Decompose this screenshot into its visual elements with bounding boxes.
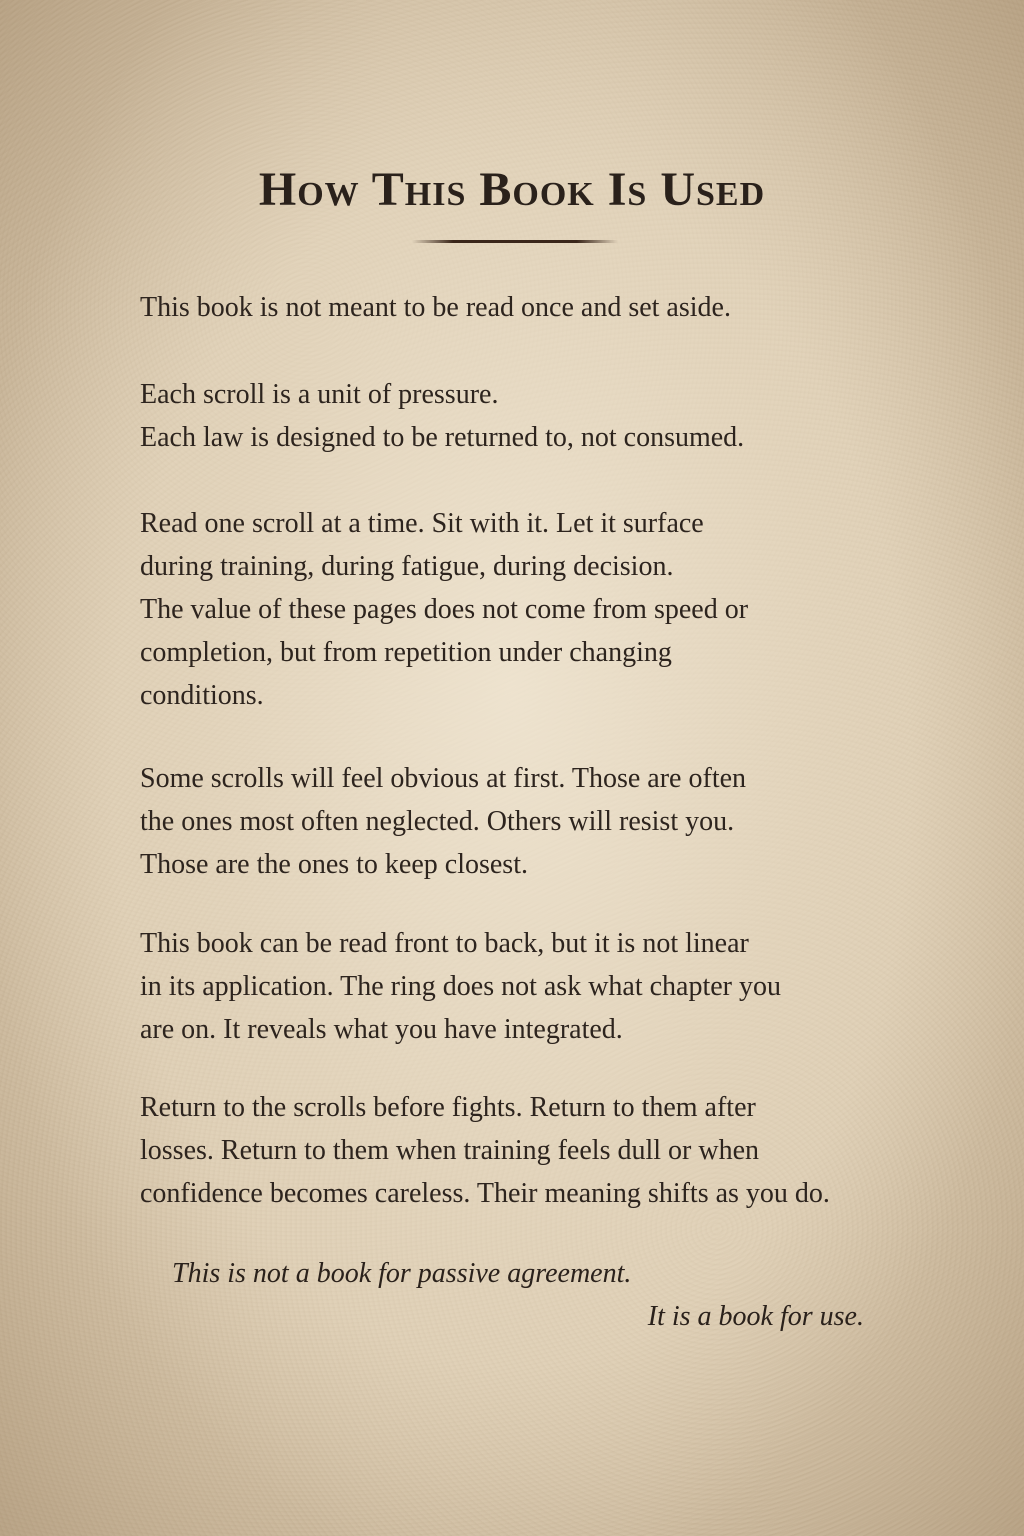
text-line: Each law is designed to be returned to, not consumed. <box>140 422 745 453</box>
closing-line-2: It is a book for use. <box>647 1301 864 1332</box>
text-line: in its application. The ring does not ask what chapter you <box>140 971 782 1002</box>
text-line: completion, but from repetition under changing <box>140 637 672 668</box>
closing-line-1: This is not a book for passive agreement. <box>172 1258 632 1289</box>
text-line: Return to the scrolls before fights. Return to them after <box>140 1092 756 1123</box>
text-line: are on. It reveals what you have integrated. <box>140 1014 623 1045</box>
text-line: Some scrolls will feel obvious at first. Those are often <box>140 763 747 794</box>
paragraph-4 <box>140 757 920 886</box>
text-line: Those are the ones to keep closest. <box>140 849 528 880</box>
paragraph-6 <box>140 1086 920 1215</box>
text-line: conditions. <box>140 680 264 711</box>
text-line: The value of these pages does not come from speed or <box>140 594 749 625</box>
paragraph-5 <box>140 922 920 1051</box>
title-divider <box>412 240 618 243</box>
text-line: This book is not meant to be read once and set aside. <box>140 292 731 323</box>
paragraph-1 <box>140 286 920 329</box>
text-line: Each scroll is a unit of pressure. <box>140 379 499 410</box>
text-line: confidence becomes careless. Their meaning shifts as you do. <box>140 1178 830 1209</box>
text-line: This book can be read front to back, but it is not linear <box>140 928 749 959</box>
text-line: Read one scroll at a time. Sit with it. Let it surface <box>140 508 704 539</box>
text-line: the ones most often neglected. Others will resist you. <box>140 806 735 837</box>
paragraph-3 <box>140 502 920 717</box>
page-title: How This Book Is Used <box>258 163 766 216</box>
text-line: during training, during fatigue, during decision. <box>140 551 674 582</box>
text-line: losses. Return to them when training feels dull or when <box>140 1135 759 1166</box>
paragraph-2 <box>140 373 920 459</box>
